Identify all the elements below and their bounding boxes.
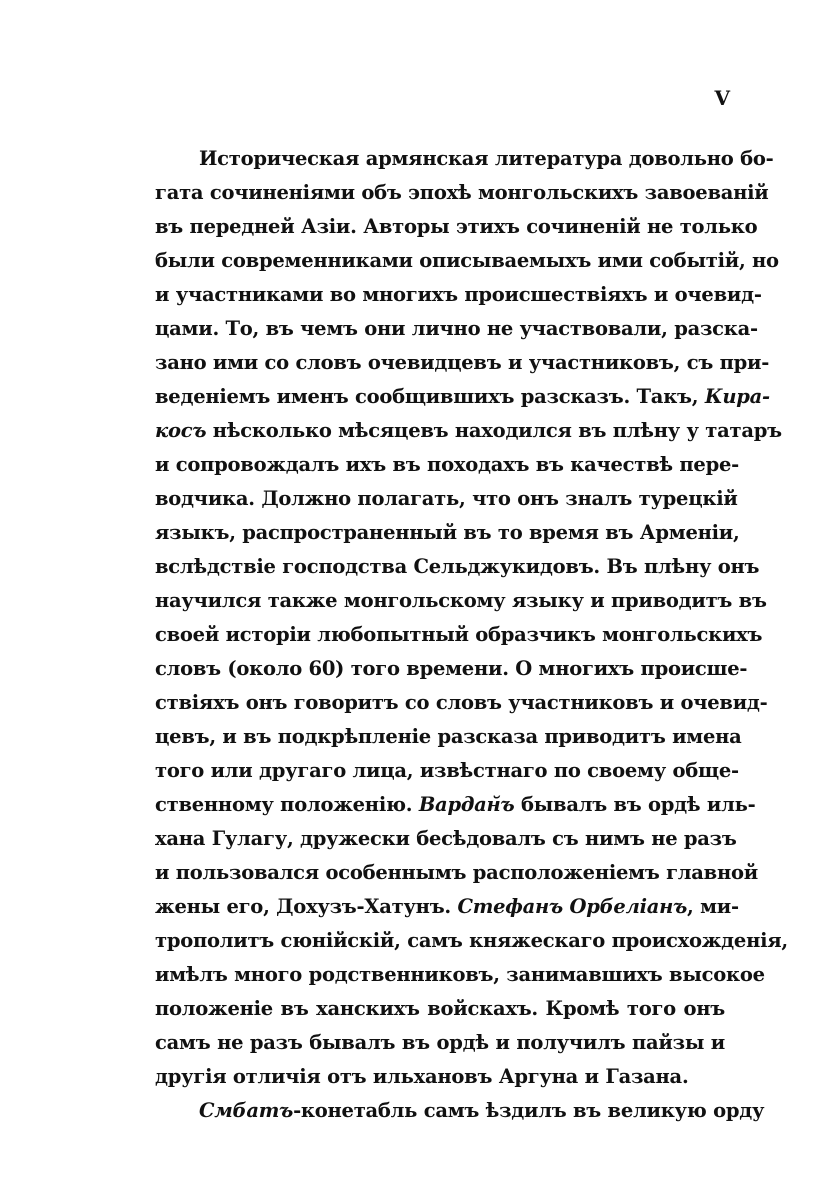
text-line-9 xyxy=(155,414,782,448)
text-line-20-part-1: ственному положенію. xyxy=(155,793,413,816)
page-number: V xyxy=(714,86,730,110)
text-line-24: трополитъ сюнійскій, самъ княжескаго происхожденія, xyxy=(155,929,788,952)
text-line-18: цевъ, и въ подкрѣпленіе разсказа приводитъ имена xyxy=(155,725,742,748)
text-line-14: научился также монгольскому языку и приводитъ въ xyxy=(155,589,767,612)
text-line-6: цами. То, въ чемъ они лично не участвовали, разска- xyxy=(155,317,758,340)
text-line-11: водчика. Должно полагать, что онъ зналъ турецкій xyxy=(155,487,738,510)
text-line-29 xyxy=(155,1094,765,1128)
text-line-29-part-2: -конетабль самъ ѣздилъ въ великую орду xyxy=(293,1099,765,1122)
text-line-8-part-1: веденіемъ именъ сообщившихъ разсказъ. Такъ, xyxy=(155,385,699,408)
author-name-smbat: Смбатъ xyxy=(199,1099,294,1122)
author-name-stefan: Стефанъ Орбеліанъ xyxy=(457,895,688,918)
author-name-vardan: Вардан̆ъ xyxy=(418,793,515,816)
text-line-8 xyxy=(155,380,770,414)
text-line-1: Историческая армянская литература довольно бо- xyxy=(199,147,774,170)
author-name-kirakos-2: косъ xyxy=(155,419,207,442)
text-line-13: вслѣдствіе господства Сельджукидовъ. Въ плѣну онъ xyxy=(155,555,760,578)
text-line-20 xyxy=(155,788,756,822)
text-line-26: положеніе въ ханскихъ войскахъ. Кромѣ того онъ xyxy=(155,997,725,1020)
text-line-16: словъ (около 60) того времени. О многихъ происше- xyxy=(155,657,748,680)
text-line-25: имѣлъ много родственниковъ, занимавшихъ высокое xyxy=(155,963,765,986)
text-line-5: и участниками во многихъ происшествіяхъ и очевид- xyxy=(155,283,762,306)
text-line-10: и сопровождалъ ихъ въ походахъ въ качествѣ пере- xyxy=(155,453,739,476)
text-line-23 xyxy=(155,890,739,924)
text-line-15: своей исторіи любопытный образчикъ монгольскихъ xyxy=(155,623,763,646)
text-line-12: языкъ, распространенный въ то время въ Арменіи, xyxy=(155,521,740,544)
text-line-17: ствіяхъ онъ говоритъ со словъ участниковъ и очевид- xyxy=(155,691,768,714)
text-line-2: гата сочиненіями объ эпохѣ монгольскихъ завоеваній xyxy=(155,181,769,204)
text-line-23-part-1: жены его, Дохузъ-Хатунъ. xyxy=(155,895,451,918)
text-line-9-part-2: нѣсколько мѣсяцевъ находился въ плѣну у татаръ xyxy=(206,419,782,442)
text-line-3: въ передней Азіи. Авторы этихъ сочиненій не только xyxy=(155,215,758,238)
text-line-7: зано ими со словъ очевидцевъ и участниковъ, съ при- xyxy=(155,351,770,374)
text-line-27: самъ не разъ бывалъ въ ордѣ и получилъ пайзы и xyxy=(155,1031,725,1054)
text-line-28: другія отличія отъ ильхановъ Аргуна и Газана. xyxy=(155,1065,689,1088)
text-line-22: и пользовался особеннымъ расположеніемъ главной xyxy=(155,861,758,884)
text-line-23-part-2: , ми- xyxy=(687,895,739,918)
body-text xyxy=(155,142,788,1128)
text-line-21: хана Гулагу, дружески бесѣдовалъ съ нимъ не разъ xyxy=(155,827,737,850)
text-line-20-part-2: бывалъ въ ордѣ иль- xyxy=(514,793,756,816)
author-name-kirakos-1: Кира- xyxy=(704,385,770,408)
text-line-4: были современниками описываемыхъ ими событій, но xyxy=(155,249,779,272)
text-line-19: того или другаго лица, извѣстнаго по своему обще- xyxy=(155,759,739,782)
